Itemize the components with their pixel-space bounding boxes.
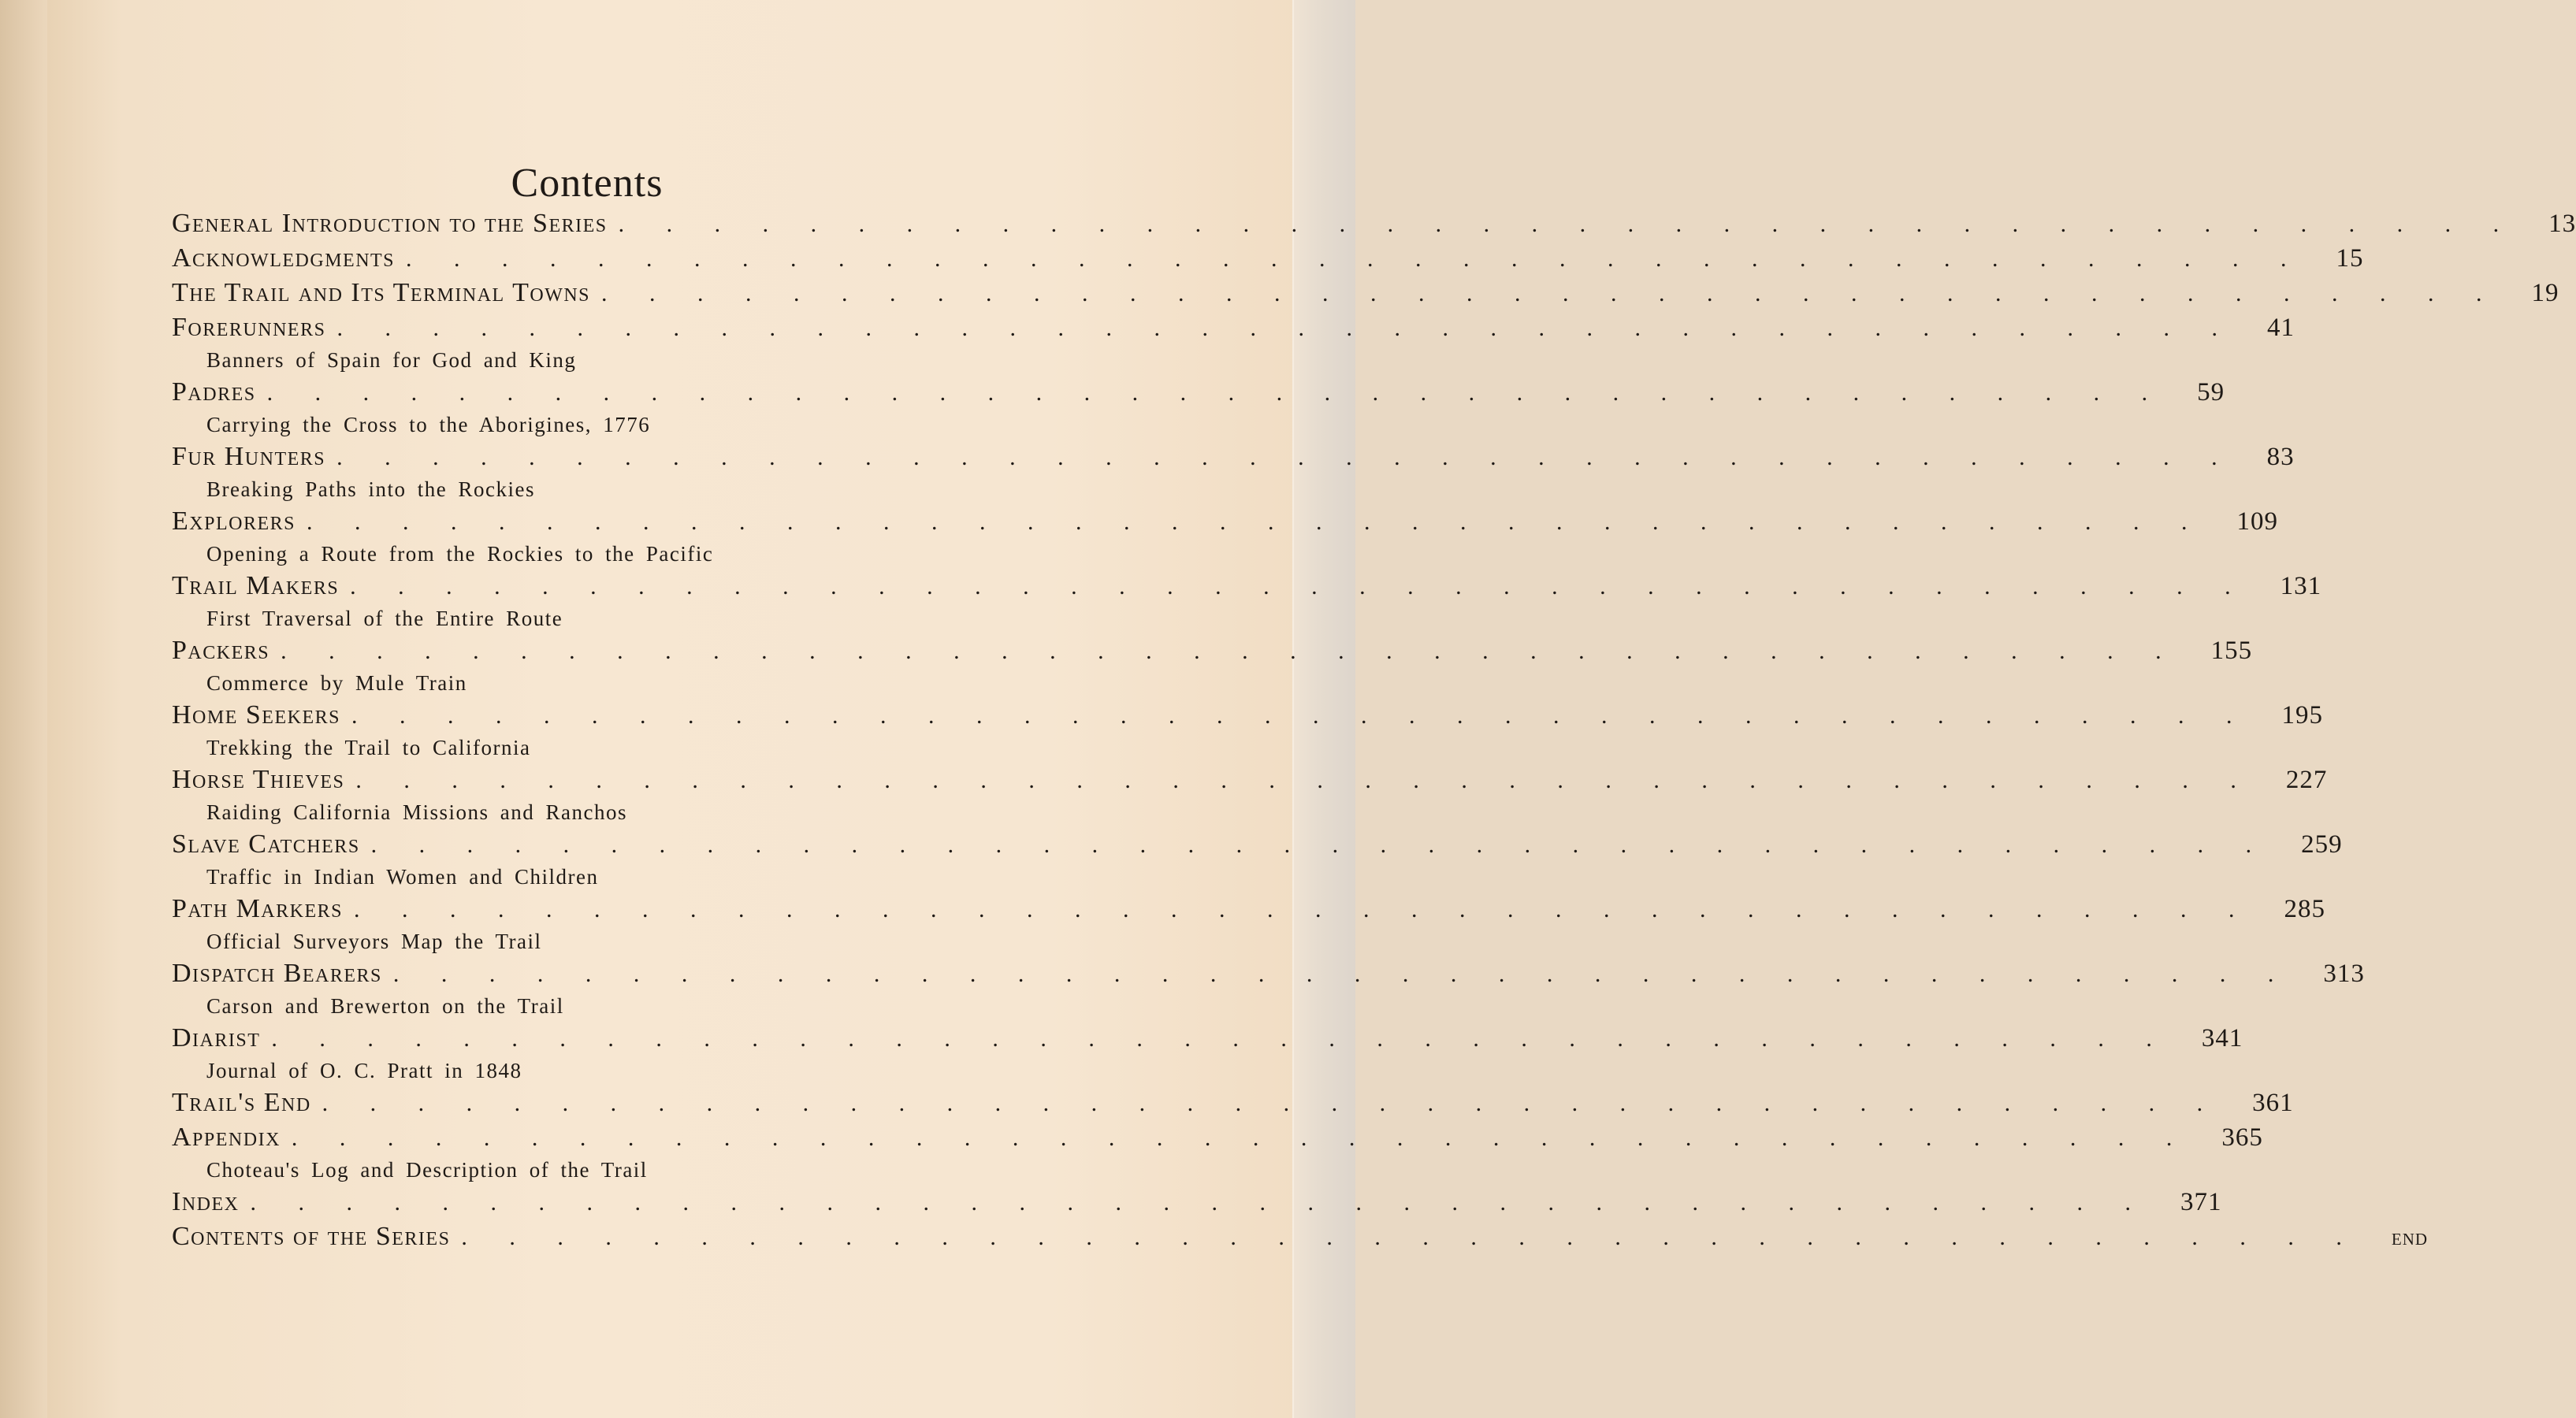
chapter-title: Dispatch Bearers: [172, 959, 382, 988]
chapter-title: Horse Thieves: [172, 765, 345, 794]
chapter-title: Path Markers: [172, 894, 343, 923]
toc-entry[interactable]: [172, 827, 2343, 862]
chapter-subtitle: Commerce by Mule Train: [206, 671, 467, 695]
page-number: 131: [2280, 572, 2322, 600]
chapter-title: Fur Hunters: [172, 442, 326, 471]
page-number: 15: [2336, 244, 2364, 273]
chapter-subtitle: Carson and Brewerton on the Trail: [206, 994, 564, 1018]
dot-leader: . . . . . . . . . . . . . . . . . . . . . . . . . . . . . . . . . . . . . . . .: [281, 638, 2180, 664]
dot-leader: . . . . . . . . . . . . . . . . . . . . . . . . . . . . . . . . . . . . . . . .: [322, 1090, 2221, 1116]
chapter-subtitle: Choteau's Log and Description of the Trail: [206, 1158, 648, 1182]
chapter-title: Forerunners: [172, 313, 326, 342]
toc-entry[interactable]: [172, 206, 2576, 241]
toc-entry[interactable]: [172, 375, 2225, 410]
chapter-title: Acknowledgments: [172, 243, 396, 273]
toc-entry[interactable]: [172, 1120, 2263, 1155]
dot-leader: . . . . . . . . . . . . . . . . . . . . . . . . . . . . . . . . . . . . . . . .: [355, 767, 2254, 793]
dot-leader: . . . . . . . . . . . . . . . . . . . . . . . . . . . . . . . . . . . . . . . .: [271, 1026, 2170, 1052]
page-number: 41: [2266, 314, 2295, 342]
toc-entry[interactable]: [172, 504, 2278, 539]
chapter-title: Packers: [172, 636, 270, 665]
toc-entry[interactable]: [172, 763, 2328, 797]
dot-leader: . . . . . . . . . . . . . . . . . . . . . . . . . . . . . . . . . . . . . . . .: [618, 211, 2518, 237]
toc-entry[interactable]: [172, 1086, 2294, 1120]
chapter-title: General Introduction to the Series: [172, 209, 608, 238]
dot-leader: . . . . . . . . . . . . . . . . . . . . . . . . . . . . . . . . . . . . . . . .: [291, 1125, 2191, 1151]
page-number: 19: [2531, 279, 2559, 307]
page-number: 365: [2221, 1123, 2263, 1152]
toc-entry[interactable]: [172, 310, 2295, 345]
toc-entry[interactable]: [172, 276, 2559, 310]
chapter-subtitle: Carrying the Cross to the Aborigines, 1776: [206, 413, 651, 436]
dot-leader: . . . . . . . . . . . . . . . . . . . . . . . . . . . . . . . . . . . . . . . .: [406, 246, 2305, 272]
chapter-subtitle: Raiding California Missions and Ranchos: [206, 800, 627, 824]
chapter-subtitle: Breaking Paths into the Rockies: [206, 477, 535, 501]
toc-entry[interactable]: [172, 1185, 2222, 1219]
dot-leader: . . . . . . . . . . . . . . . . . . . . . . . . . . . . . . . . . . . . . . . .: [370, 832, 2270, 858]
chapter-subtitle: Journal of O. C. Pratt in 1848: [206, 1059, 522, 1082]
chapter-subtitle: Official Surveyors Map the Trail: [206, 930, 542, 953]
chapter-subtitle: Trekking the Trail to California: [206, 736, 531, 759]
chapter-title: Index: [172, 1187, 240, 1216]
toc-entry[interactable]: [172, 241, 2364, 276]
page-number: 155: [2210, 637, 2253, 665]
page-number: 361: [2252, 1089, 2294, 1117]
page-number: 13: [2548, 210, 2576, 238]
page-number: 285: [2284, 895, 2325, 923]
chapter-title: Diarist: [172, 1023, 261, 1052]
toc-entry[interactable]: [172, 440, 2295, 474]
chapter-title: Explorers: [172, 507, 296, 536]
page-title: Contents: [511, 160, 664, 206]
toc-entry[interactable]: [172, 892, 2325, 926]
dot-leader: . . . . . . . . . . . . . . . . . . . . . . . . . . . . . . . . . . . . . . . .: [336, 315, 2236, 341]
page-number: 195: [2281, 701, 2323, 729]
page-number: 83: [2266, 443, 2295, 471]
page-number: 109: [2236, 507, 2278, 536]
dot-leader: . . . . . . . . . . . . . . . . . . . . . . . . . . . . . . . . . . . . . . . .: [350, 574, 2249, 599]
chapter-title: Appendix: [172, 1123, 281, 1152]
toc-entry[interactable]: [172, 569, 2322, 603]
chapter-title: Slave Catchers: [172, 830, 360, 859]
chapter-title: Trail Makers: [172, 571, 340, 600]
chapter-subtitle: First Traversal of the Entire Route: [206, 607, 563, 630]
dot-leader: . . . . . . . . . . . . . . . . . . . . . . . . . . . . . . . . . . . . . . . .: [336, 444, 2236, 470]
dot-leader: . . . . . . . . . . . . . . . . . . . . . . . . . . . . . . . . . . . . . . . .: [306, 509, 2206, 535]
page-number: 259: [2301, 830, 2343, 859]
page-number: 341: [2201, 1024, 2243, 1052]
chapter-title: The Trail and Its Terminal Towns: [172, 278, 591, 307]
dot-leader: . . . . . . . . . . . . . . . . . . . . . . . . . . . . . . . . . . . . . . . .: [354, 896, 2253, 922]
dot-leader: . . . . . . . . . . . . . . . . . . . . . . . . . . . . . . . . . . . . . . . .: [461, 1224, 2360, 1250]
chapter-title: Contents of the Series: [172, 1222, 451, 1251]
page-number: end: [2391, 1224, 2429, 1250]
page-number: 313: [2323, 960, 2365, 988]
dot-leader: . . . . . . . . . . . . . . . . . . . . . . . . . . . . . . . . . . . . . . . .: [266, 380, 2166, 406]
dot-leader: . . . . . . . . . . . . . . . . . . . . . . . . . . . . . . . . . . . . . . . .: [351, 703, 2251, 729]
chapter-title: Home Seekers: [172, 700, 340, 729]
page-number: 227: [2285, 766, 2328, 794]
page-number: 371: [2180, 1188, 2222, 1216]
toc-entry[interactable]: [172, 1021, 2243, 1056]
toc-entry[interactable]: [172, 698, 2323, 733]
dot-leader: . . . . . . . . . . . . . . . . . . . . . . . . . . . . . . . . . . . . . . . .: [601, 280, 2500, 306]
toc-entry[interactable]: [172, 956, 2365, 991]
dot-leader: . . . . . . . . . . . . . . . . . . . . . . . . . . . . . . . . . . . . . . . .: [250, 1190, 2149, 1216]
chapter-title: Padres: [172, 377, 256, 406]
chapter-subtitle: Banners of Spain for God and King: [206, 348, 577, 372]
chapter-title: Trail's End: [172, 1088, 311, 1117]
chapter-subtitle: Opening a Route from the Rockies to the Pacific: [206, 542, 714, 566]
toc-entry[interactable]: [172, 633, 2253, 668]
toc-entry[interactable]: [172, 1219, 2429, 1254]
dot-leader: . . . . . . . . . . . . . . . . . . . . . . . . . . . . . . . . . . . . . . . .: [392, 961, 2292, 987]
table-of-contents: [172, 206, 2576, 1254]
chapter-subtitle: Traffic in Indian Women and Children: [206, 865, 599, 889]
page-number: 59: [2197, 378, 2225, 406]
